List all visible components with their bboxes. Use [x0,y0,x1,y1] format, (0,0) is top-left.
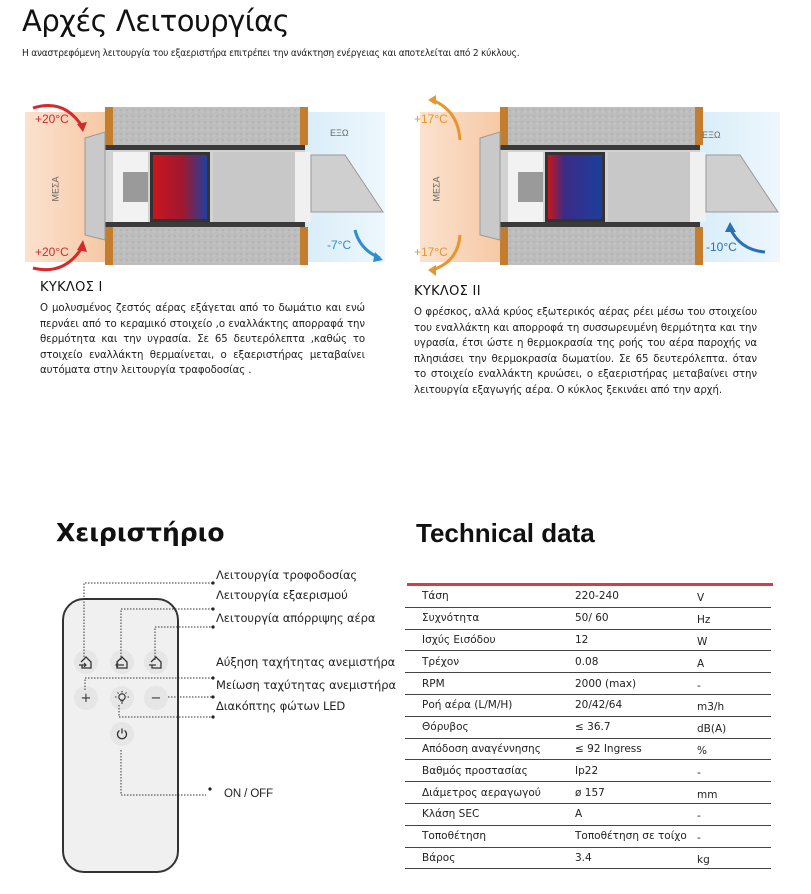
cell-unit: Hz [697,614,711,627]
remote-title: Χειριστήριο [56,518,225,547]
cycle-1-section [40,280,365,379]
label-speed-up: Αύξηση ταχήτητας ανεμιστήρα [216,655,396,669]
power-icon [115,727,129,741]
cell-unit: W [697,635,708,648]
table-row [405,695,771,717]
cycle-1-text: Ο μολυσμένος ζεστός αέρας εξάγεται από το δωμάτιο και ενώ περνάει από το κεραμικό στοιχείο ,ο εναλλάκτης απορραφά την θερμότητα και την υγρασία. Σε 65 δευτερόλεπτα ,καθώς το στοιχείο εναλλάκτη θερμαίνεται, ο εξαεριστήρας μεταβαίνει αυτόματα στην λειτουργία τραφοδοσίας . [40,303,365,377]
cell-unit: - [697,679,701,692]
cell-unit: kg [697,853,710,866]
cell-value: Τοποθέτηση σε τοίχο [575,830,687,843]
label-exhaust-mode: Λειτουργία απόρριψης αέρα [216,611,376,625]
speed-up-button[interactable] [74,686,98,710]
cycle-2-diagram [400,90,790,280]
cell-name: Ισχύς Εισόδου [422,633,496,646]
table-row [405,739,771,761]
power-button[interactable] [110,722,134,746]
table-row [405,717,771,739]
cell-name: Διάμετρος αεραγωγού [422,786,541,799]
cell-name: Συχνότητα [422,612,480,625]
cell-unit: - [697,832,701,845]
cycle-2-text: Ο φρέσκος, αλλά κρύος εξωτερικός αέρας ρέει μέσω του στοιχείου του εναλλάκτη και απορροφά τη συσσωρευμένη θερμότητα και την υγρασία, έτσι ώστε η θερμοκρασία της ροής του αέρα παροχής να πλησιάσει την θερμοκρασία δωματίου. Σε 65 δευτερόλεπτα. όταν το στοιχείο εναλλάκτη κρυώσει, ο εξαεριστήρας μεταβαίνει στην λειτουργία εξαγωγής αέρα. Ο κύκλος ξεκινάει από την αρχή. [414,307,757,396]
cell-value: 3.4 [575,851,592,864]
house-arrow-out-alt-icon [148,654,164,670]
cell-value: 12 [575,633,589,646]
outside-label: ΕΞΩ [330,128,349,138]
inside-temp-bottom: +20°C [35,245,69,259]
cycle-2-section [414,284,757,399]
tech-data-table [405,583,771,869]
cell-value: 20/42/64 [575,699,623,712]
cell-unit: V [697,592,705,605]
cell-name: Θόρυβος [422,721,469,734]
cell-value: ≤ 92 Ingress [575,742,642,755]
cell-value: ≤ 36.7 [575,721,611,734]
inside-temp-bottom: +17°C [414,245,448,259]
exhaust-mode-button[interactable] [144,650,168,674]
cell-unit: m3/h [697,701,725,714]
cell-unit: % [697,744,707,757]
minus-icon: − [150,690,162,706]
cell-name: Βάρος [422,851,456,864]
table-row [405,630,771,652]
cycle-2-title: ΚΥΚΛΟΣ ΙΙ [414,284,481,299]
table-row [405,848,771,870]
bulb-icon [114,690,130,706]
cell-value: Ip22 [575,764,599,777]
cell-name: Κλάση SEC [422,808,480,821]
cell-value: 50/ 60 [575,612,609,625]
cell-unit: - [697,766,701,779]
cell-name: Τρέχον [422,655,460,668]
outside-temp: -7°C [327,238,352,252]
supply-mode-button[interactable] [74,650,98,674]
tech-title: Technical data [416,518,595,548]
cell-unit: A [697,657,705,670]
cell-name: Βαθμός προστασίας [422,764,528,777]
label-extract-mode: Λειτουργία εξαερισμού [216,588,348,602]
cell-name: RPM [422,677,445,690]
cell-value: 220-240 [575,590,619,603]
house-arrow-out-icon [114,654,130,670]
led-toggle-button[interactable] [110,686,134,710]
table-row [405,651,771,673]
inside-temp-top: +20°C [35,112,69,126]
cell-value: A [575,808,583,821]
cell-name: Απόδοση αναγέννησης [422,742,541,755]
extract-mode-button[interactable] [110,650,134,674]
cell-name: Τοποθέτηση [422,830,486,843]
table-row [405,760,771,782]
label-on-off: ON / OFF [224,788,274,800]
table-row [405,782,771,804]
inside-temp-top: +17°C [414,112,448,126]
plus-icon: + [80,690,92,706]
table-row [405,804,771,826]
table-row [405,608,771,630]
inside-label: ΜΕΣΑ [50,176,61,202]
intro-text: Η αναστρεφόμενη λειτουργία του εξαεριστήρα επιτρέπει την ανάκτηση ενέργειας και αποτελείται από 2 κύκλους. [22,48,520,59]
house-arrow-in-icon [78,654,94,670]
label-led-switch: Διακόπτης φώτων LED [216,699,346,713]
inside-label: ΜΕΣΑ [431,176,442,202]
cell-value: 2000 (max) [575,677,637,690]
cell-unit: mm [697,788,718,801]
outside-label: ΕΞΩ [702,130,721,140]
cycle-1-title: ΚΥΚΛΟΣ Ι [40,280,103,295]
cell-unit: dB(A) [697,723,727,736]
table-row [405,673,771,695]
outside-temp: -10°C [706,240,737,254]
table-row [405,826,771,848]
table-row [405,586,771,608]
cycle-1-diagram [5,90,395,280]
speed-down-button[interactable] [144,686,168,710]
remote-control [62,598,179,873]
cell-unit: - [697,810,701,823]
cell-name: Τάση [422,590,449,603]
cell-value: 0.08 [575,655,599,668]
label-speed-down: Μείωση ταχύτητας ανεμιστήρα [216,678,396,692]
label-supply-mode: Λειτουργία τροφοδοσίας [216,568,358,582]
page-title: Αρχές Λειτουργίας [22,4,290,38]
cell-value: ø 157 [575,786,605,799]
cell-name: Ροή αέρα (L/M/H) [422,699,513,712]
